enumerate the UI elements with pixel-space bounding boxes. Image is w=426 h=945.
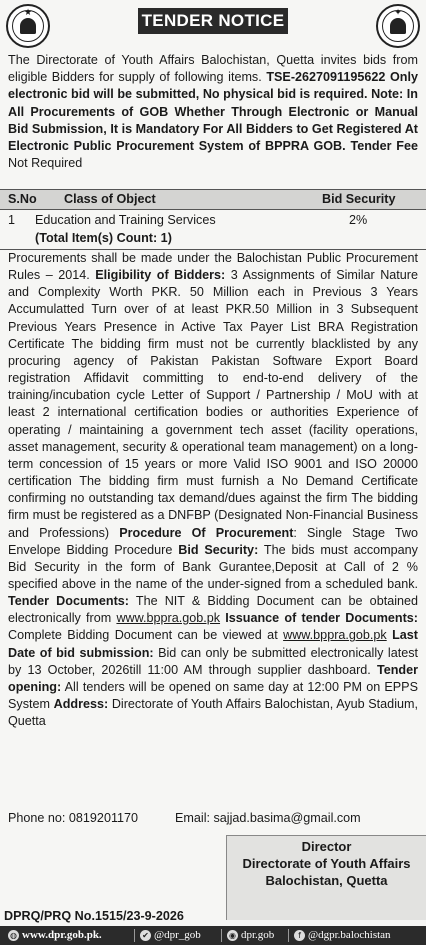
instagram-text: dpr.gob [241, 929, 275, 941]
tender-documents-label: Tender Documents: [8, 594, 129, 609]
instagram-link[interactable] [227, 926, 274, 945]
body-text-1: Procurements shall be made under the Balochistan Public Procurement Rules – 2014. [8, 251, 418, 283]
intro-paragraph [8, 52, 418, 172]
website-text: www.dpr.gob.pk. [22, 929, 102, 941]
facebook-icon: f [294, 930, 305, 941]
intro-text: The Directorate of Youth Affairs Balochistan, Quetta invites bids from eligible Bidders for supply of following items. [8, 53, 418, 85]
phone-number: Phone no: 0819201170 [8, 811, 139, 825]
website-link[interactable] [8, 926, 102, 945]
header-sno: S.No [8, 192, 37, 206]
table-total [0, 229, 426, 250]
globe-icon: ◍ [8, 930, 19, 941]
tender-opening-label: Tender opening: [8, 662, 418, 694]
body-text-2: 3 Assignments of Similar Nature and Complexity Worth PKR. 50 Million each in Previous 3 Years Accumulatted Turn over of at least PKR.50 Million in 3 Subsequent Previous Years Presence in Active Tax Payer List BRA Registration Certificate The bidding firm must not be currently blacklisted by any procuring agency of Pakistan Pakistan Software Export Board registration Affidavit committing to end-to-end delivery of the training/incubation cycle Letter of Support / Partnership / MoU with at least 2 international certification bodies or authorities Experience of operating / maintaining a government tech asset (facility operations, asset management, security & operational team management) on a long-term concession of 15 years or more Valid ISO 9001 and ISO 20000 certification The bidding firm must furnish a No Demand Certificate confirming no outstanding tax demand/dues against the firm The bidding firm must be registered as a DNFBP (Designated Non-Financial Business and Professions) [8, 268, 419, 540]
page-title: TENDER NOTICE [138, 8, 288, 34]
balochistan-govt-logo: ★ [6, 4, 50, 48]
bppra-link[interactable]: www.bppra.gob.pk [116, 611, 221, 626]
instagram-icon: ◉ [227, 930, 238, 941]
twitter-text: @dpr_gob [154, 929, 201, 941]
items-table [0, 189, 426, 250]
signatory-office: Directorate of Youth Affairs [242, 856, 411, 871]
body-text-8: All tenders will be opened on same day at 12:00 PM on EPPS System [8, 679, 418, 712]
body-text-5: The NIT & Bidding Document can be obtained electronically from [8, 594, 419, 626]
bid-security-label: Bid Security: [178, 542, 259, 557]
table-header [0, 189, 426, 210]
email-address[interactable]: Email: sajjad.basima@gmail.com [175, 811, 361, 825]
twitter-link[interactable] [140, 926, 201, 945]
youth-affairs-logo: ✦ [376, 4, 420, 48]
body-text-7: Bid can only be submitted electronically latest by 13 October, 2026till 11:00 AM through supplier dashboard. [8, 645, 418, 677]
tender-fee-value: Not Required [8, 156, 83, 171]
tse-number: TSE-2627091195622 [266, 70, 386, 85]
signatory-title: Director [301, 839, 352, 854]
body-text-6: Complete Bidding Document can be viewed at [8, 628, 284, 643]
address-label: Address: [53, 697, 109, 712]
footer-bar [0, 926, 426, 945]
table-row [0, 211, 426, 229]
row-object: Education and Training Services [35, 213, 216, 227]
body-text-4: The bids must accompany Bid Security in the form of Bank Gurantee,Deposit at Call of 2 % specified above in the name of the under-signed from a scheduled bank. [8, 542, 418, 591]
dprq-number: DPRQ/PRQ No.1515/23-9-2026 [4, 909, 184, 923]
signature-block [226, 835, 426, 920]
body-text-3: : Single Stage Two Envelope Bidding Procedure [8, 525, 418, 557]
procedure-label: Procedure Of Procurement [119, 525, 294, 540]
submission-notice: Only electronic bid will be submitted, No physical bid is required. Note: In All Procurements of GOB Whether Through Electronic or Manual Bid Submission, It is Mandatory For All Bidders to Get Registered At Electronic Public Procurement System of BPPRA GOB. [8, 70, 418, 154]
body-text-9: Directorate of Youth Affairs Balochistan, Ayub Stadium, Quetta [8, 697, 418, 729]
bppra-link-2[interactable]: www.bppra.gob.pk [283, 628, 387, 643]
signatory-location: Balochistan, Quetta [265, 873, 388, 888]
facebook-text: @dgpr.balochistan [308, 929, 391, 941]
header [0, 0, 426, 52]
header-class-of-object: Class of Object [64, 192, 156, 206]
last-date-label: Last Date of bid submission: [8, 628, 418, 660]
total-count: (Total Item(s) Count: 1) [35, 231, 172, 245]
row-security: 2% [349, 213, 368, 227]
tender-body [8, 250, 418, 730]
eligibility-label: Eligibility of Bidders: [95, 268, 226, 283]
issuance-label: Issuance of tender Documents: [220, 611, 418, 626]
facebook-link[interactable] [294, 926, 391, 945]
twitter-icon: ✔ [140, 930, 151, 941]
row-sno: 1 [8, 213, 16, 227]
tender-fee-label: Tender Fee [350, 139, 418, 154]
header-bid-security: Bid Security [322, 192, 396, 206]
